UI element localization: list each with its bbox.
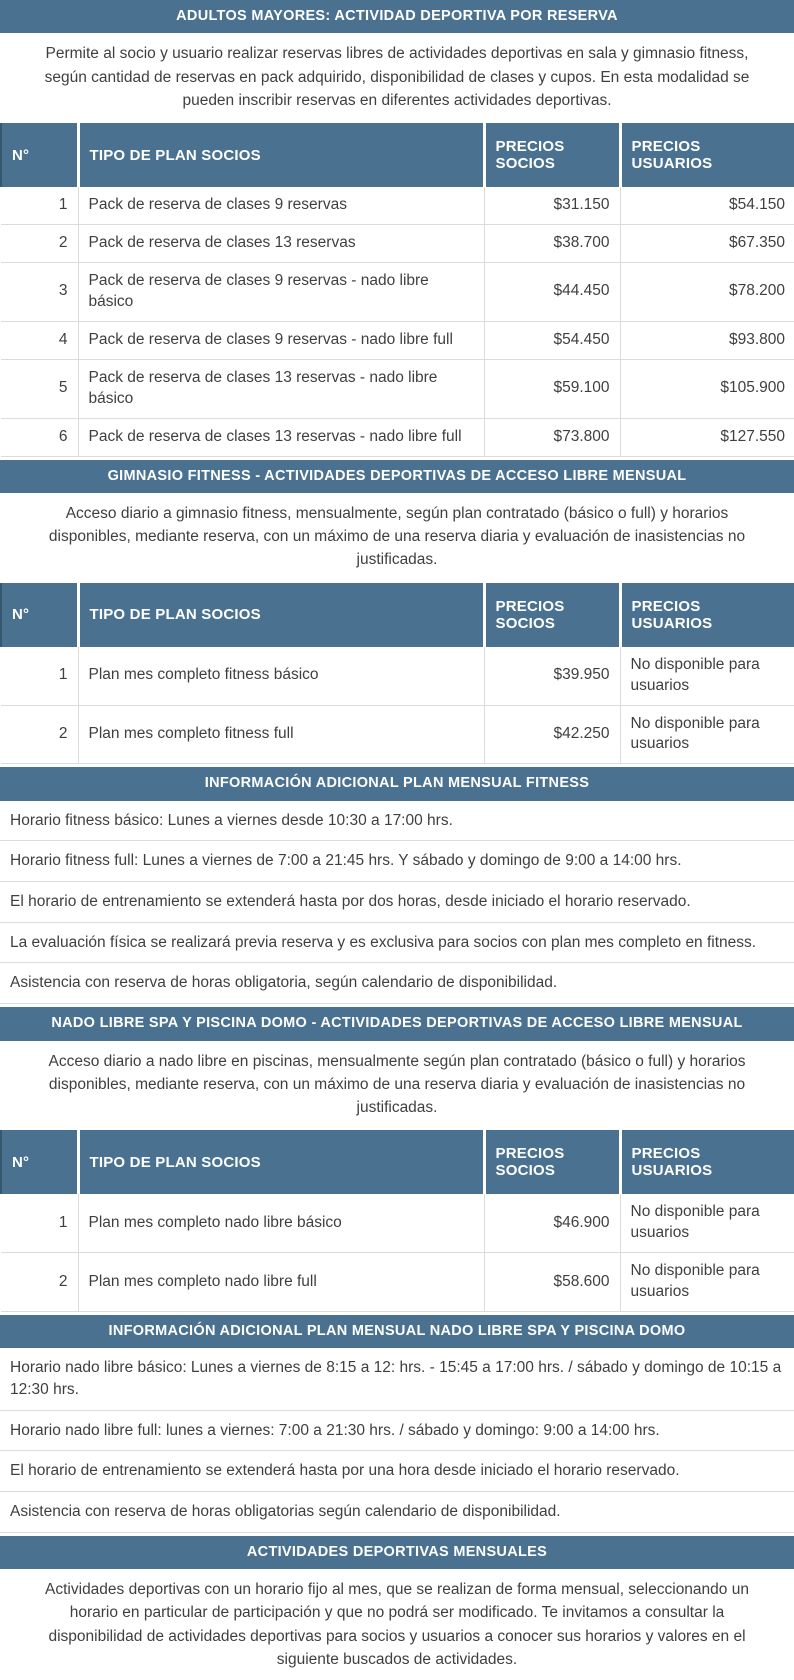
- table-row: [1, 321, 794, 359]
- column-header-precios-usuarios: PRECIOS USUARIOS: [620, 583, 794, 647]
- info-row: El horario de entrenamiento se extenderá hasta por dos horas, desde iniciado el horario reservado.: [0, 882, 794, 923]
- table-row: [1, 418, 794, 456]
- cell-precio-socios: $42.250: [484, 705, 620, 764]
- cell-precio-usuarios: $127.550: [620, 418, 794, 456]
- table-row: [1, 647, 794, 705]
- section-title-band-actividades-mensuales: ACTIVIDADES DEPORTIVAS MENSUALES: [0, 1536, 794, 1569]
- table-row: [1, 187, 794, 224]
- table-header-row: [1, 1130, 794, 1194]
- table-row: [1, 262, 794, 321]
- section-title-band-info-fitness: INFORMACIÓN ADICIONAL PLAN MENSUAL FITNESS: [0, 767, 794, 800]
- cell-num: 1: [1, 647, 78, 705]
- cell-precio-usuarios: No disponible para usuarios: [620, 705, 794, 764]
- section-description-nado-libre: Acceso diario a nado libre en piscinas, mensualmente según plan contratado (básico o full) y horarios disponibles, mediante reserva, con un máximo de una reserva diaria y evaluación de inasistencias no justificadas.: [48, 1052, 746, 1117]
- table-row: [1, 705, 794, 764]
- column-header-precios-usuarios: PRECIOS USUARIOS: [620, 123, 794, 187]
- pricing-table-gimnasio-fitness: [0, 583, 794, 765]
- cell-plan: Plan mes completo nado libre full: [78, 1253, 484, 1312]
- table-row: [1, 1253, 794, 1312]
- column-header-precios-usuarios: PRECIOS USUARIOS: [620, 1130, 794, 1194]
- info-row: El horario de entrenamiento se extenderá hasta por una hora desde iniciado el horario reservado.: [0, 1451, 794, 1492]
- cell-precio-usuarios: No disponible para usuarios: [620, 1253, 794, 1312]
- info-row: Horario nado libre básico: Lunes a viernes de 8:15 a 12: hrs. - 15:45 a 17:00 hrs. / sábado y domingo de 10:15 a 12:30 hrs.: [0, 1348, 794, 1410]
- cell-num: 2: [1, 1253, 78, 1312]
- cell-precio-socios: $44.450: [484, 262, 620, 321]
- cell-plan: Plan mes completo fitness full: [78, 705, 484, 764]
- section-title-band-nado-libre: NADO LIBRE SPA Y PISCINA DOMO - ACTIVIDADES DEPORTIVAS DE ACCESO LIBRE MENSUAL: [0, 1007, 794, 1040]
- cell-num: 1: [1, 1194, 78, 1252]
- column-header-plan: TIPO DE PLAN SOCIOS: [78, 1130, 484, 1194]
- cell-precio-socios: $59.100: [484, 359, 620, 418]
- column-header-plan: TIPO DE PLAN SOCIOS: [78, 583, 484, 647]
- cell-precio-usuarios: $78.200: [620, 262, 794, 321]
- cell-plan: Pack de reserva de clases 9 reservas: [78, 187, 484, 224]
- table-header-row: [1, 123, 794, 187]
- column-header-precios-socios: PRECIOS SOCIOS: [484, 123, 620, 187]
- cell-precio-socios: $31.150: [484, 187, 620, 224]
- cell-plan: Pack de reserva de clases 9 reservas - nado libre full: [78, 321, 484, 359]
- cell-precio-socios: $39.950: [484, 647, 620, 705]
- section-title-band-adultos-mayores: ADULTOS MAYORES: ACTIVIDAD DEPORTIVA POR RESERVA: [0, 0, 794, 33]
- column-header-num: N°: [1, 1130, 78, 1194]
- cell-precio-usuarios: $67.350: [620, 225, 794, 263]
- table-row: [1, 1194, 794, 1252]
- cell-precio-usuarios: $105.900: [620, 359, 794, 418]
- pricing-table-adultos-mayores: [0, 123, 794, 456]
- column-header-plan: TIPO DE PLAN SOCIOS: [78, 123, 484, 187]
- cell-precio-socios: $58.600: [484, 1253, 620, 1312]
- cell-precio-socios: $73.800: [484, 418, 620, 456]
- column-header-num: N°: [1, 583, 78, 647]
- info-row: Horario nado libre full: lunes a viernes: 7:00 a 21:30 hrs. / sábado y domingo: 9:00 a 14:00 hrs.: [0, 1411, 794, 1452]
- cell-precio-socios: $46.900: [484, 1194, 620, 1252]
- table-header-row: [1, 583, 794, 647]
- column-header-num: N°: [1, 123, 78, 187]
- table-row: [1, 225, 794, 263]
- cell-precio-socios: $38.700: [484, 225, 620, 263]
- cell-precio-usuarios: $93.800: [620, 321, 794, 359]
- section-title-band-gimnasio-fitness: GIMNASIO FITNESS - ACTIVIDADES DEPORTIVAS DE ACCESO LIBRE MENSUAL: [0, 460, 794, 493]
- cell-num: 6: [1, 418, 78, 456]
- cell-precio-socios: $54.450: [484, 321, 620, 359]
- cell-plan: Plan mes completo fitness básico: [78, 647, 484, 705]
- cell-precio-usuarios: No disponible para usuarios: [620, 647, 794, 705]
- cell-plan: Pack de reserva de clases 9 reservas - nado libre básico: [78, 262, 484, 321]
- info-row: Horario fitness básico: Lunes a viernes desde 10:30 a 17:00 hrs.: [0, 801, 794, 842]
- cell-plan: Pack de reserva de clases 13 reservas - nado libre básico: [78, 359, 484, 418]
- column-header-precios-socios: PRECIOS SOCIOS: [484, 1130, 620, 1194]
- cell-plan: Plan mes completo nado libre básico: [78, 1194, 484, 1252]
- info-row: La evaluación física se realizará previa reserva y es exclusiva para socios con plan mes completo en fitness.: [0, 923, 794, 964]
- cell-plan: Pack de reserva de clases 13 reservas - nado libre full: [78, 418, 484, 456]
- table-row: [1, 359, 794, 418]
- pricing-table-nado-libre: [0, 1130, 794, 1312]
- column-header-precios-socios: PRECIOS SOCIOS: [484, 583, 620, 647]
- section-description-gimnasio-fitness: Acceso diario a gimnasio fitness, mensualmente, según plan contratado (básico o full) y horarios disponibles, mediante reserva, con un máximo de una reserva diaria y evaluación de inasistencias no justificadas.: [48, 504, 746, 569]
- cell-plan: Pack de reserva de clases 13 reservas: [78, 225, 484, 263]
- cell-num: 3: [1, 262, 78, 321]
- cell-precio-usuarios: $54.150: [620, 187, 794, 224]
- info-row: Horario fitness full: Lunes a viernes de 7:00 a 21:45 hrs. Y sábado y domingo de 9:00 a 14:00 hrs.: [0, 841, 794, 882]
- info-row: Asistencia con reserva de horas obligatoria, según calendario de disponibilidad.: [0, 963, 794, 1004]
- cell-num: 2: [1, 225, 78, 263]
- section-title-band-info-nado: INFORMACIÓN ADICIONAL PLAN MENSUAL NADO LIBRE SPA Y PISCINA DOMO: [0, 1315, 794, 1348]
- cell-num: 2: [1, 705, 78, 764]
- section-description-adultos-mayores: Permite al socio y usuario realizar reservas libres de actividades deportivas en sala y gimnasio fitness, según cantidad de reservas en pack adquirido, disponibilidad de clases y cupos. En esta modalidad se pueden inscribir reservas en diferentes actividades deportivas.: [44, 45, 750, 109]
- section-description-actividades-mensuales: Actividades deportivas con un horario fijo al mes, que se realizan de forma mensual, seleccionando un horario en particular de participación y que no podrá ser modificado. Te invitamos a consultar la disponibilidad de actividades deportivas para socios y usuarios a conocer sus horarios y valores en el siguiente buscados de actividades.: [45, 1581, 749, 1668]
- cell-num: 1: [1, 187, 78, 224]
- cell-num: 4: [1, 321, 78, 359]
- cell-num: 5: [1, 359, 78, 418]
- info-row: Asistencia con reserva de horas obligatorias según calendario de disponibilidad.: [0, 1492, 794, 1533]
- cell-precio-usuarios: No disponible para usuarios: [620, 1194, 794, 1252]
